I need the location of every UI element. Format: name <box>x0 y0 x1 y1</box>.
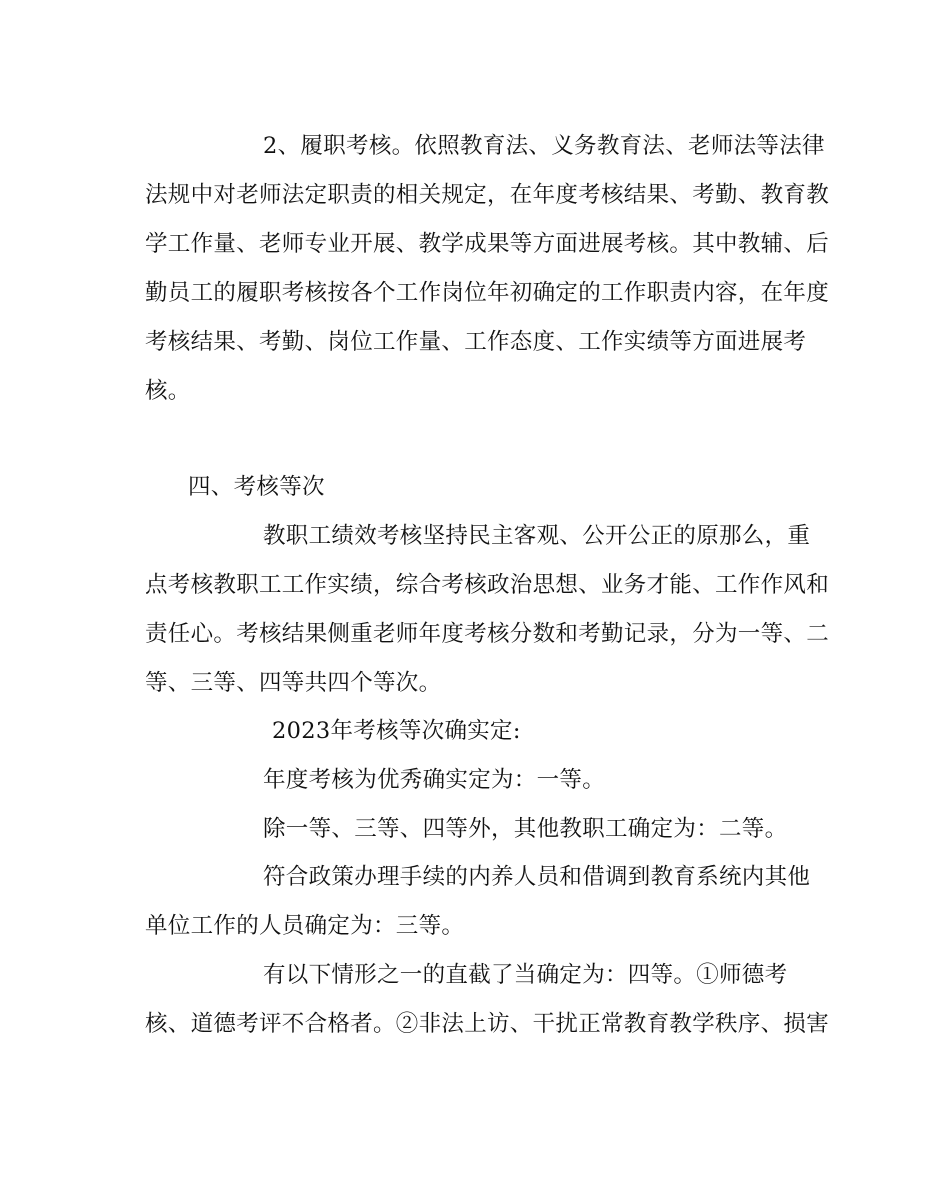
paragraph-line: 学工作量、老师专业开展、教学成果等方面进展考核。其中教辅、后 <box>145 231 830 257</box>
grade-4-line: 有以下情形之一的直截了当确定为：四等。①师德考 <box>263 962 788 988</box>
grade-1-line: 年度考核为优秀确实定为：一等。 <box>263 767 606 793</box>
section-heading: 四、考核等次 <box>188 474 325 500</box>
grade-2-line: 除一等、三等、四等外，其他教职工确定为：二等。 <box>263 816 788 842</box>
grade-3-line: 单位工作的人员确定为：三等。 <box>145 913 465 939</box>
grade-4-line: 核、道德考评不合格者。②非法上访、干扰正常教育教学秩序、损害 <box>145 1011 830 1037</box>
paragraph-line: 核。 <box>145 378 191 404</box>
grade-3-line: 符合政策办理手续的内养人员和借调到教育系统内其他 <box>263 864 811 890</box>
paragraph-line: 法规中对老师法定职责的相关规定，在年度考核结果、考勤、教育教 <box>145 182 830 208</box>
paragraph-line: 勤员工的履职考核按各个工作岗位年初确定的工作职责内容，在年度 <box>145 280 830 306</box>
grade-title: 2023年考核等次确实定: <box>272 718 521 744</box>
paragraph-line: 考核结果、考勤、岗位工作量、工作态度、工作实绩等方面进展考 <box>145 329 807 355</box>
paragraph-line: 2、履职考核。依照教育法、义务教育法、老师法等法律 <box>263 133 825 159</box>
paragraph-line: 责任心。考核结果侧重老师年度考核分数和考勤记录，分为一等、二 <box>145 621 830 647</box>
paragraph-line: 教职工绩效考核坚持民主客观、公开公正的原那么，重 <box>263 523 811 549</box>
paragraph-line: 等、三等、四等共四个等次。 <box>145 670 442 696</box>
paragraph-line: 点考核教职工工作实绩，综合考核政治思想、业务才能、工作作风和 <box>145 572 830 598</box>
